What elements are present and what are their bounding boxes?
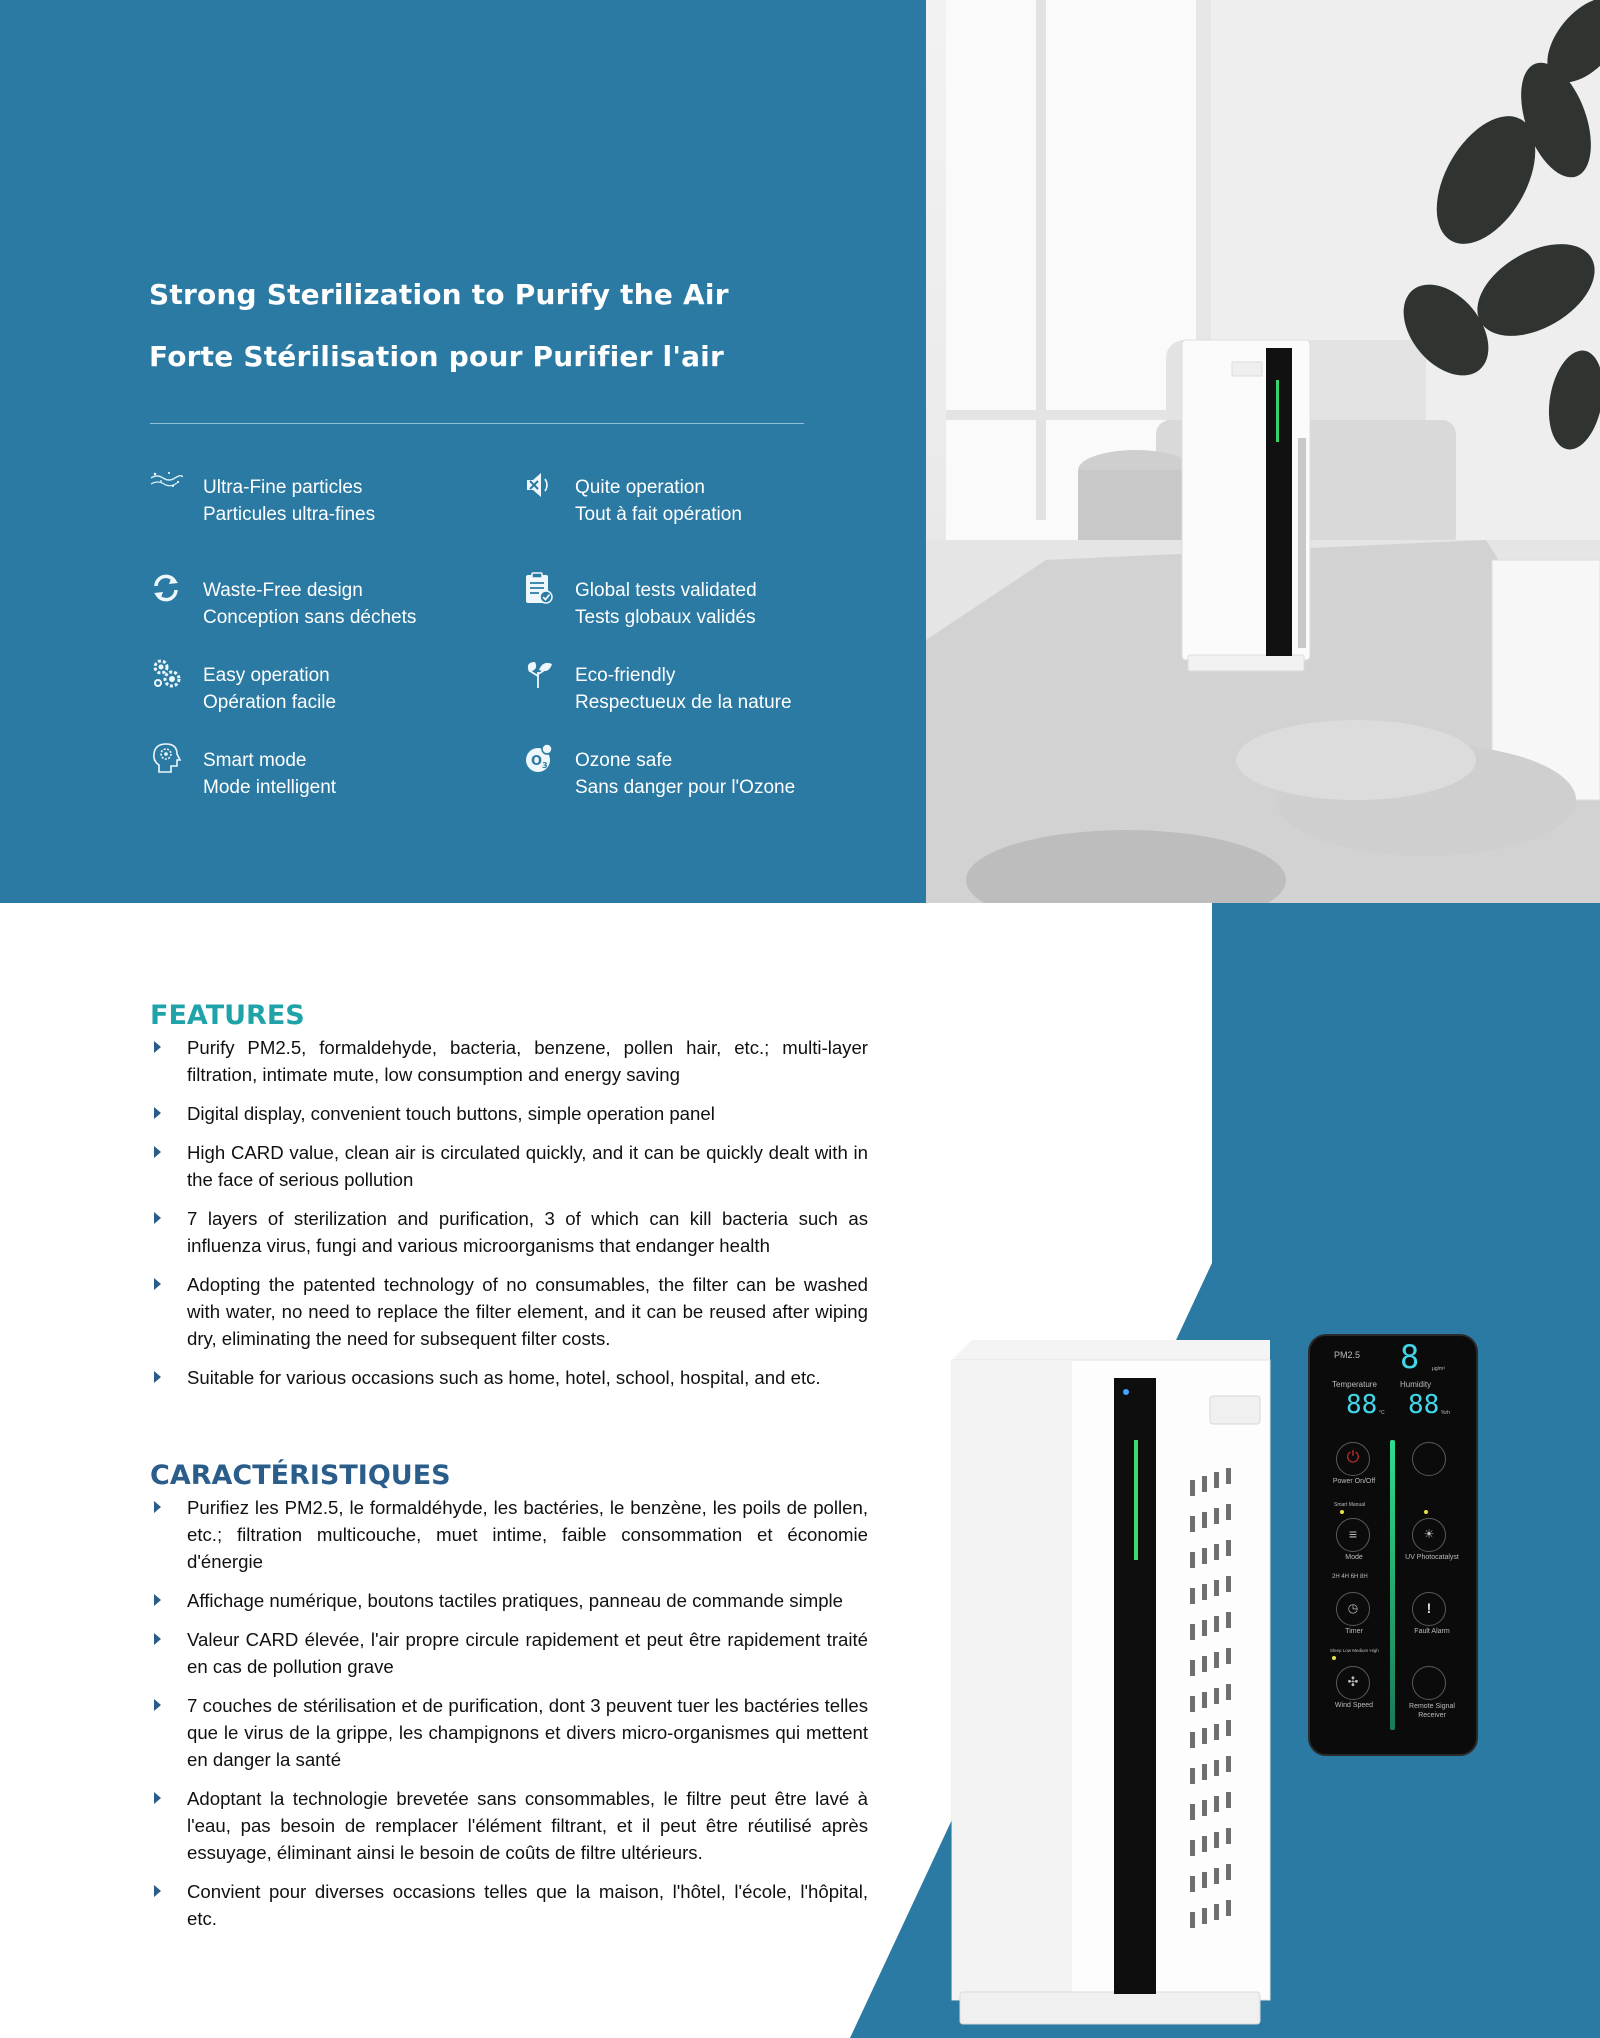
bullet-arrow-icon: [154, 1146, 161, 1158]
wind-speed-label: Wind Speed: [1334, 1702, 1374, 1709]
list-item: 7 couches de stérilisation et de purification, dont 3 peuvent tuer les bactéries telles que le virus de la grippe, les champignons et divers micro-organismes qui mettent en danger la santé: [154, 1692, 868, 1773]
benefit-fr: Sans danger pour l'Ozone: [575, 777, 796, 798]
purifier-product: [940, 1340, 1280, 2030]
timer-label: Timer: [1345, 1628, 1363, 1635]
bullet-arrow-icon: [154, 1633, 161, 1645]
humidity-unit: %rh: [1441, 1410, 1450, 1416]
smart-head-icon: [149, 741, 183, 775]
benefit-en: Waste-Free design: [203, 580, 363, 601]
list-item: Suitable for various occasions such as home, hotel, school, hospital, and etc.: [154, 1364, 868, 1391]
bullet-arrow-icon: [154, 1278, 161, 1290]
bullet-arrow-icon: [154, 1107, 161, 1119]
humidity-label: Humidity: [1400, 1380, 1432, 1389]
remote-receiver: [1412, 1666, 1446, 1700]
mode-label: Mode: [1345, 1554, 1363, 1561]
features-en-title: FEATURES: [150, 1000, 305, 1031]
mode-button[interactable]: ≡: [1336, 1518, 1370, 1552]
remote-label: Remote Signal Receiver: [1409, 1703, 1455, 1719]
power-label: Power On/Off: [1332, 1478, 1376, 1485]
list-item: Affichage numérique, boutons tactiles pratiques, panneau de commande simple: [154, 1587, 868, 1614]
list-item: Purifiez les PM2.5, le formaldéhyde, les bactéries, le benzène, les poils de pollen, etc.; filtration multicouche, muet intime, faible consommation et économie d'énergie: [154, 1494, 868, 1575]
gears-icon: [149, 656, 183, 690]
wind-speed-button[interactable]: ✣: [1336, 1666, 1370, 1700]
clipboard-check-icon: [521, 571, 555, 605]
timer-options: 2H 4H 6H 8H: [1332, 1574, 1368, 1580]
temperature-label: Temperature: [1332, 1380, 1377, 1389]
features-fr-list: [154, 1494, 868, 1944]
bullet-arrow-icon: [154, 1501, 161, 1513]
benefit-en: Easy operation: [203, 665, 330, 686]
bullet-arrow-icon: [154, 1371, 161, 1383]
list-item: Purify PM2.5, formaldehyde, bacteria, benzene, pollen hair, etc.; multi-layer filtration, intimate mute, low consumption and energy saving: [154, 1034, 868, 1088]
leaf-icon: [521, 656, 555, 690]
mute-speaker-icon: [521, 468, 555, 502]
room-scene: [926, 0, 1600, 903]
list-item: High CARD value, clean air is circulated quickly, and it can be quickly dealt with in the face of serious pollution: [154, 1139, 868, 1193]
list-item: Valeur CARD élevée, l'air propre circule rapidement et peut être rapidement traité en cas de pollution grave: [154, 1626, 868, 1680]
benefit-fr: Tests globaux validés: [575, 607, 756, 628]
list-item: Adoptant la technologie brevetée sans consommables, le filtre peut être lavé à l'eau, pas besoin de remplacer l'élément filtrant, et il peut être réutilisé après essuyage, éliminant ainsi le besoin de coûts de filtre ultérieurs.: [154, 1785, 868, 1866]
level-bar: [1390, 1440, 1395, 1730]
bullet-arrow-icon: [154, 1041, 161, 1053]
benefit-fr: Mode intelligent: [203, 777, 337, 798]
benefit-fr: Tout à fait opération: [575, 504, 742, 525]
fine-particles-icon: [149, 468, 183, 502]
smart-manual-label: Smart Manual: [1334, 1502, 1366, 1508]
speed-options: Sleep Low Medium High: [1330, 1648, 1379, 1653]
benefit-en: Smart mode: [203, 750, 307, 771]
svg-text:3: 3: [542, 761, 548, 770]
room-photo: [926, 0, 1600, 903]
temperature-unit: °C: [1379, 1410, 1385, 1416]
benefit-fr: Opération facile: [203, 692, 337, 713]
list-item: Adopting the patented technology of no consumables, the filter can be washed with water, no need to replace the filter element, and it can be reused after wiping dry, eliminating the need for subsequent filter costs.: [154, 1271, 868, 1352]
bullet-arrow-icon: [154, 1885, 161, 1897]
humidity-value: 88: [1408, 1390, 1440, 1420]
purifier-base: [960, 1992, 1260, 2024]
ozone-icon: [521, 741, 555, 775]
list-item: 7 layers of sterilization and purification, 3 of which can kill bacteria such as influenza virus, fungi and various microorganisms that endanger health: [154, 1205, 868, 1259]
svg-text:O: O: [531, 754, 543, 769]
list-item: Digital display, convenient touch buttons, simple operation panel: [154, 1100, 868, 1127]
power-button[interactable]: ⏻: [1336, 1442, 1370, 1476]
purifier-handle: [1210, 1396, 1260, 1424]
benefit-en: Eco-friendly: [575, 665, 676, 686]
timer-button[interactable]: ◷: [1336, 1592, 1370, 1626]
fault-button[interactable]: !: [1412, 1592, 1446, 1626]
list-item: Convient pour diverses occasions telles que la maison, l'hôtel, l'école, l'hôpital, etc.: [154, 1878, 868, 1932]
benefit-en: Quite operation: [575, 477, 705, 498]
recycle-icon: [149, 571, 183, 605]
benefit-fr: Respectueux de la nature: [575, 692, 792, 713]
smart-led: [1340, 1510, 1344, 1514]
uv-led: [1424, 1510, 1428, 1514]
control-panel: [1308, 1334, 1478, 1756]
bullet-arrow-icon: [154, 1699, 161, 1711]
hero-headline-fr: Forte Stérilisation pour Purifier l'air: [149, 340, 724, 373]
bullet-arrow-icon: [154, 1212, 161, 1224]
pm-unit: μg/m³: [1432, 1366, 1445, 1372]
benefit-en: Ultra-Fine particles: [203, 477, 363, 498]
bullet-arrow-icon: [154, 1792, 161, 1804]
fault-label: Fault Alarm: [1414, 1628, 1450, 1635]
hero-headline-en: Strong Sterilization to Purify the Air: [149, 278, 729, 311]
uv-button[interactable]: ☀: [1412, 1518, 1446, 1552]
purifier-led-bar: [1134, 1440, 1138, 1560]
hero-divider: [150, 423, 804, 424]
pm-value: 8: [1400, 1338, 1420, 1376]
bullet-arrow-icon: [154, 1594, 161, 1606]
pm-label: PM2.5: [1334, 1350, 1361, 1360]
features-fr-title: CARACTÉRISTIQUES: [150, 1460, 451, 1491]
temperature-value: 88: [1346, 1390, 1378, 1420]
window-frame: [1036, 0, 1046, 520]
benefit-en: Global tests validated: [575, 580, 757, 601]
hero-panel: [0, 0, 926, 903]
speed-led: [1332, 1656, 1336, 1660]
benefit-fr: Conception sans déchets: [203, 607, 417, 628]
uv-label: UV Photocatalyst: [1405, 1554, 1459, 1561]
benefit-fr: Particules ultra-fines: [203, 504, 376, 525]
benefit-en: Ozone safe: [575, 750, 673, 771]
features-en-list: [154, 1034, 868, 1403]
blank-button[interactable]: [1412, 1442, 1446, 1476]
